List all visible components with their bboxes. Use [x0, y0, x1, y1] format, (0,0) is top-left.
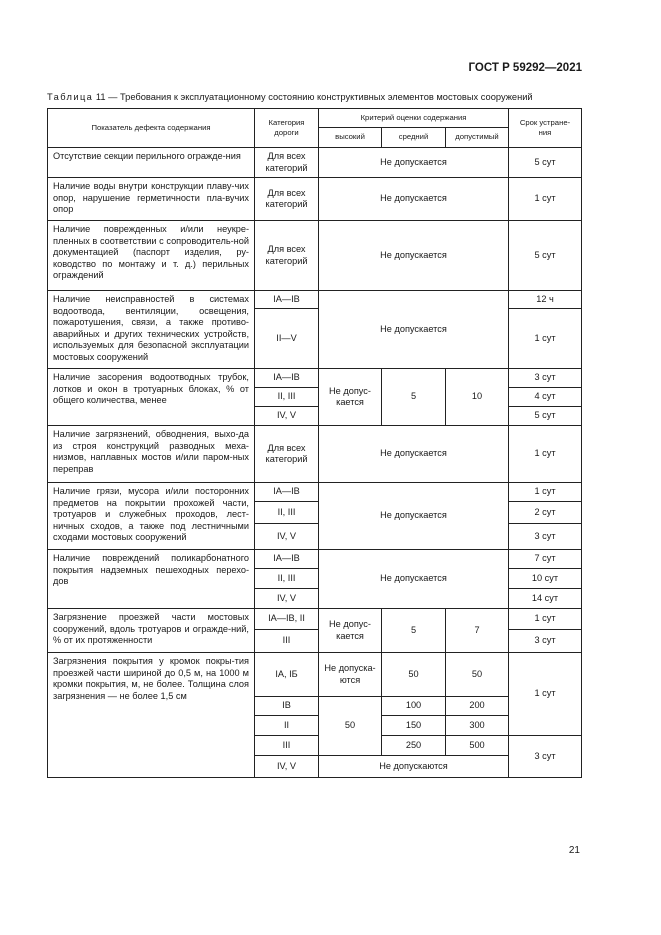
medium-cell: 5: [382, 369, 446, 426]
category-cell: IV, V: [255, 756, 319, 778]
table-row: [48, 550, 582, 569]
caption-text: Требования к эксплуатационному состоянию конструктивных элементов мостовых сооружений: [120, 92, 533, 102]
deadline-cell: 1 сут: [509, 426, 582, 483]
category-cell: IA—IB: [255, 483, 319, 502]
category-cell: III: [255, 736, 319, 756]
caption-number: 11: [95, 92, 106, 102]
header-medium: средний: [382, 128, 446, 148]
category-cell: III: [255, 630, 319, 653]
deadline-cell: 1 сут: [509, 483, 582, 502]
category-cell: IA—IB: [255, 550, 319, 569]
indicator-cell: Загрязнение проезжей части мостовых сооружений, вдоль тротуаров и огражде-ний, % от их протяженности: [48, 609, 255, 653]
category-cell: Для всех категорий: [255, 178, 319, 221]
deadline-cell: 2 сут: [509, 502, 582, 524]
category-cell: Для всех категорий: [255, 148, 319, 178]
deadline-cell: 3 сут: [509, 630, 582, 653]
deadline-cell: 4 сут: [509, 388, 582, 407]
medium-cell: 50: [382, 653, 446, 697]
table-row: [48, 426, 582, 483]
category-cell: II, III: [255, 569, 319, 589]
deadline-cell: 1 сут: [509, 609, 582, 630]
indicator-cell: Наличие воды внутри конструкции плаву-чих опор, нарушение герметичности пла-вучих опор: [48, 178, 255, 221]
deadline-cell: 3 сут: [509, 736, 582, 778]
medium-cell: 5: [382, 609, 446, 653]
category-cell: Для всех категорий: [255, 221, 319, 291]
deadline-cell: 1 сут: [509, 309, 582, 369]
deadline-cell: 14 сут: [509, 589, 582, 609]
deadline-cell: 5 сут: [509, 407, 582, 426]
category-cell: IA—IB: [255, 369, 319, 388]
table-row: [48, 653, 582, 697]
medium-cell: 250: [382, 736, 446, 756]
caption-dash: —: [108, 92, 118, 102]
high-cell: 50: [319, 697, 382, 756]
table-row: [48, 369, 582, 388]
criteria-cell: Не допускаются: [319, 756, 509, 778]
deadline-cell: 5 сут: [509, 148, 582, 178]
document-code: ГОСТ Р 59292—2021: [468, 62, 582, 74]
indicator-cell: Отсутствие секции перильного огражде-ния: [48, 148, 255, 178]
category-cell: II—V: [255, 309, 319, 369]
criteria-cell: Не допускается: [319, 221, 509, 291]
header-deadline: Срок устране-ния: [509, 109, 582, 148]
table-row: [48, 609, 582, 630]
criteria-cell: Не допускается: [319, 483, 509, 550]
table-row: [48, 178, 582, 221]
indicator-cell: Наличие загрязнений, обводнения, выхо-да из строя конструкций разводных меха-низмов, наплавных мостов и/или паром-ных переправ: [48, 426, 255, 483]
table-caption: [47, 92, 533, 102]
indicator-cell: Наличие засорения водоотводных трубок, лотков и окон в тротуарных блоках, % от общего количества, менее: [48, 369, 255, 426]
deadline-cell: 7 сут: [509, 550, 582, 569]
criteria-cell: Не допускается: [319, 426, 509, 483]
category-cell: II, III: [255, 502, 319, 524]
category-cell: II, III: [255, 388, 319, 407]
acceptable-cell: 10: [446, 369, 509, 426]
caption-label: Таблица: [47, 92, 94, 102]
indicator-cell: Наличие повреждений поликарбонатного покрытия надземных пешеходных перехо-дов: [48, 550, 255, 609]
header-high: высокий: [319, 128, 382, 148]
medium-cell: 100: [382, 697, 446, 716]
category-cell: IA—IB, II: [255, 609, 319, 630]
criteria-cell: Не допускается: [319, 291, 509, 369]
category-cell: IB: [255, 697, 319, 716]
high-cell: Не допус-кается: [319, 609, 382, 653]
requirements-table: [47, 108, 582, 778]
header-indicator: Показатель дефекта содержания: [48, 109, 255, 148]
table-row: [48, 291, 582, 309]
header-criteria: Критерий оценки содержания: [319, 109, 509, 128]
criteria-cell: Не допускается: [319, 550, 509, 609]
category-cell: Для всех категорий: [255, 426, 319, 483]
category-cell: II: [255, 716, 319, 736]
acceptable-cell: 7: [446, 609, 509, 653]
acceptable-cell: 300: [446, 716, 509, 736]
category-cell: IA—IB: [255, 291, 319, 309]
table-row: [48, 148, 582, 178]
criteria-cell: Не допускается: [319, 148, 509, 178]
deadline-cell: 3 сут: [509, 369, 582, 388]
indicator-cell: Наличие неисправностей в системах водоотвода, вентиляции, освещения, пожаротушения, связи, а также противо-аварийных и других технических устройств, используемых для безопасной эксплуатации мостовых сооружений: [48, 291, 255, 369]
table-row: [48, 483, 582, 502]
acceptable-cell: 500: [446, 736, 509, 756]
deadline-cell: 10 сут: [509, 569, 582, 589]
deadline-cell: 5 сут: [509, 221, 582, 291]
header-category: Категория дороги: [255, 109, 319, 148]
acceptable-cell: 200: [446, 697, 509, 716]
indicator-cell: Наличие грязи, мусора и/или посторонних предметов на покрытии прохожей части, тротуаров и служебных проходов, лест-ничных сходов, а также под лестничными сходами мостовых сооружений: [48, 483, 255, 550]
category-cell: IV, V: [255, 407, 319, 426]
deadline-cell: 1 сут: [509, 653, 582, 736]
deadline-cell: 3 сут: [509, 524, 582, 550]
criteria-cell: Не допускается: [319, 178, 509, 221]
high-cell: Не допуска-ются: [319, 653, 382, 697]
category-cell: IV, V: [255, 589, 319, 609]
table-row: [48, 221, 582, 291]
table-header-row: [48, 109, 582, 128]
indicator-cell: Загрязнения покрытия у кромок покры-тия проезжей части шириной до 0,5 м, на 1000 м кромки покрытия, м, не более. Толщина слоя загрязнения — не более 1,5 см: [48, 653, 255, 778]
category-cell: IV, V: [255, 524, 319, 550]
deadline-cell: 12 ч: [509, 291, 582, 309]
header-acceptable: допустимый: [446, 128, 509, 148]
acceptable-cell: 50: [446, 653, 509, 697]
indicator-cell: Наличие поврежденных и/или неукре-пленных в соответствии с сопроводитель-ной документацией (паспорт изделия, ру-ководство по монтажу и т. д.) перильных ограждений: [48, 221, 255, 291]
high-cell: Не допус-кается: [319, 369, 382, 426]
medium-cell: 150: [382, 716, 446, 736]
deadline-cell: 1 сут: [509, 178, 582, 221]
category-cell: IA, IБ: [255, 653, 319, 697]
page-number: 21: [568, 845, 580, 856]
